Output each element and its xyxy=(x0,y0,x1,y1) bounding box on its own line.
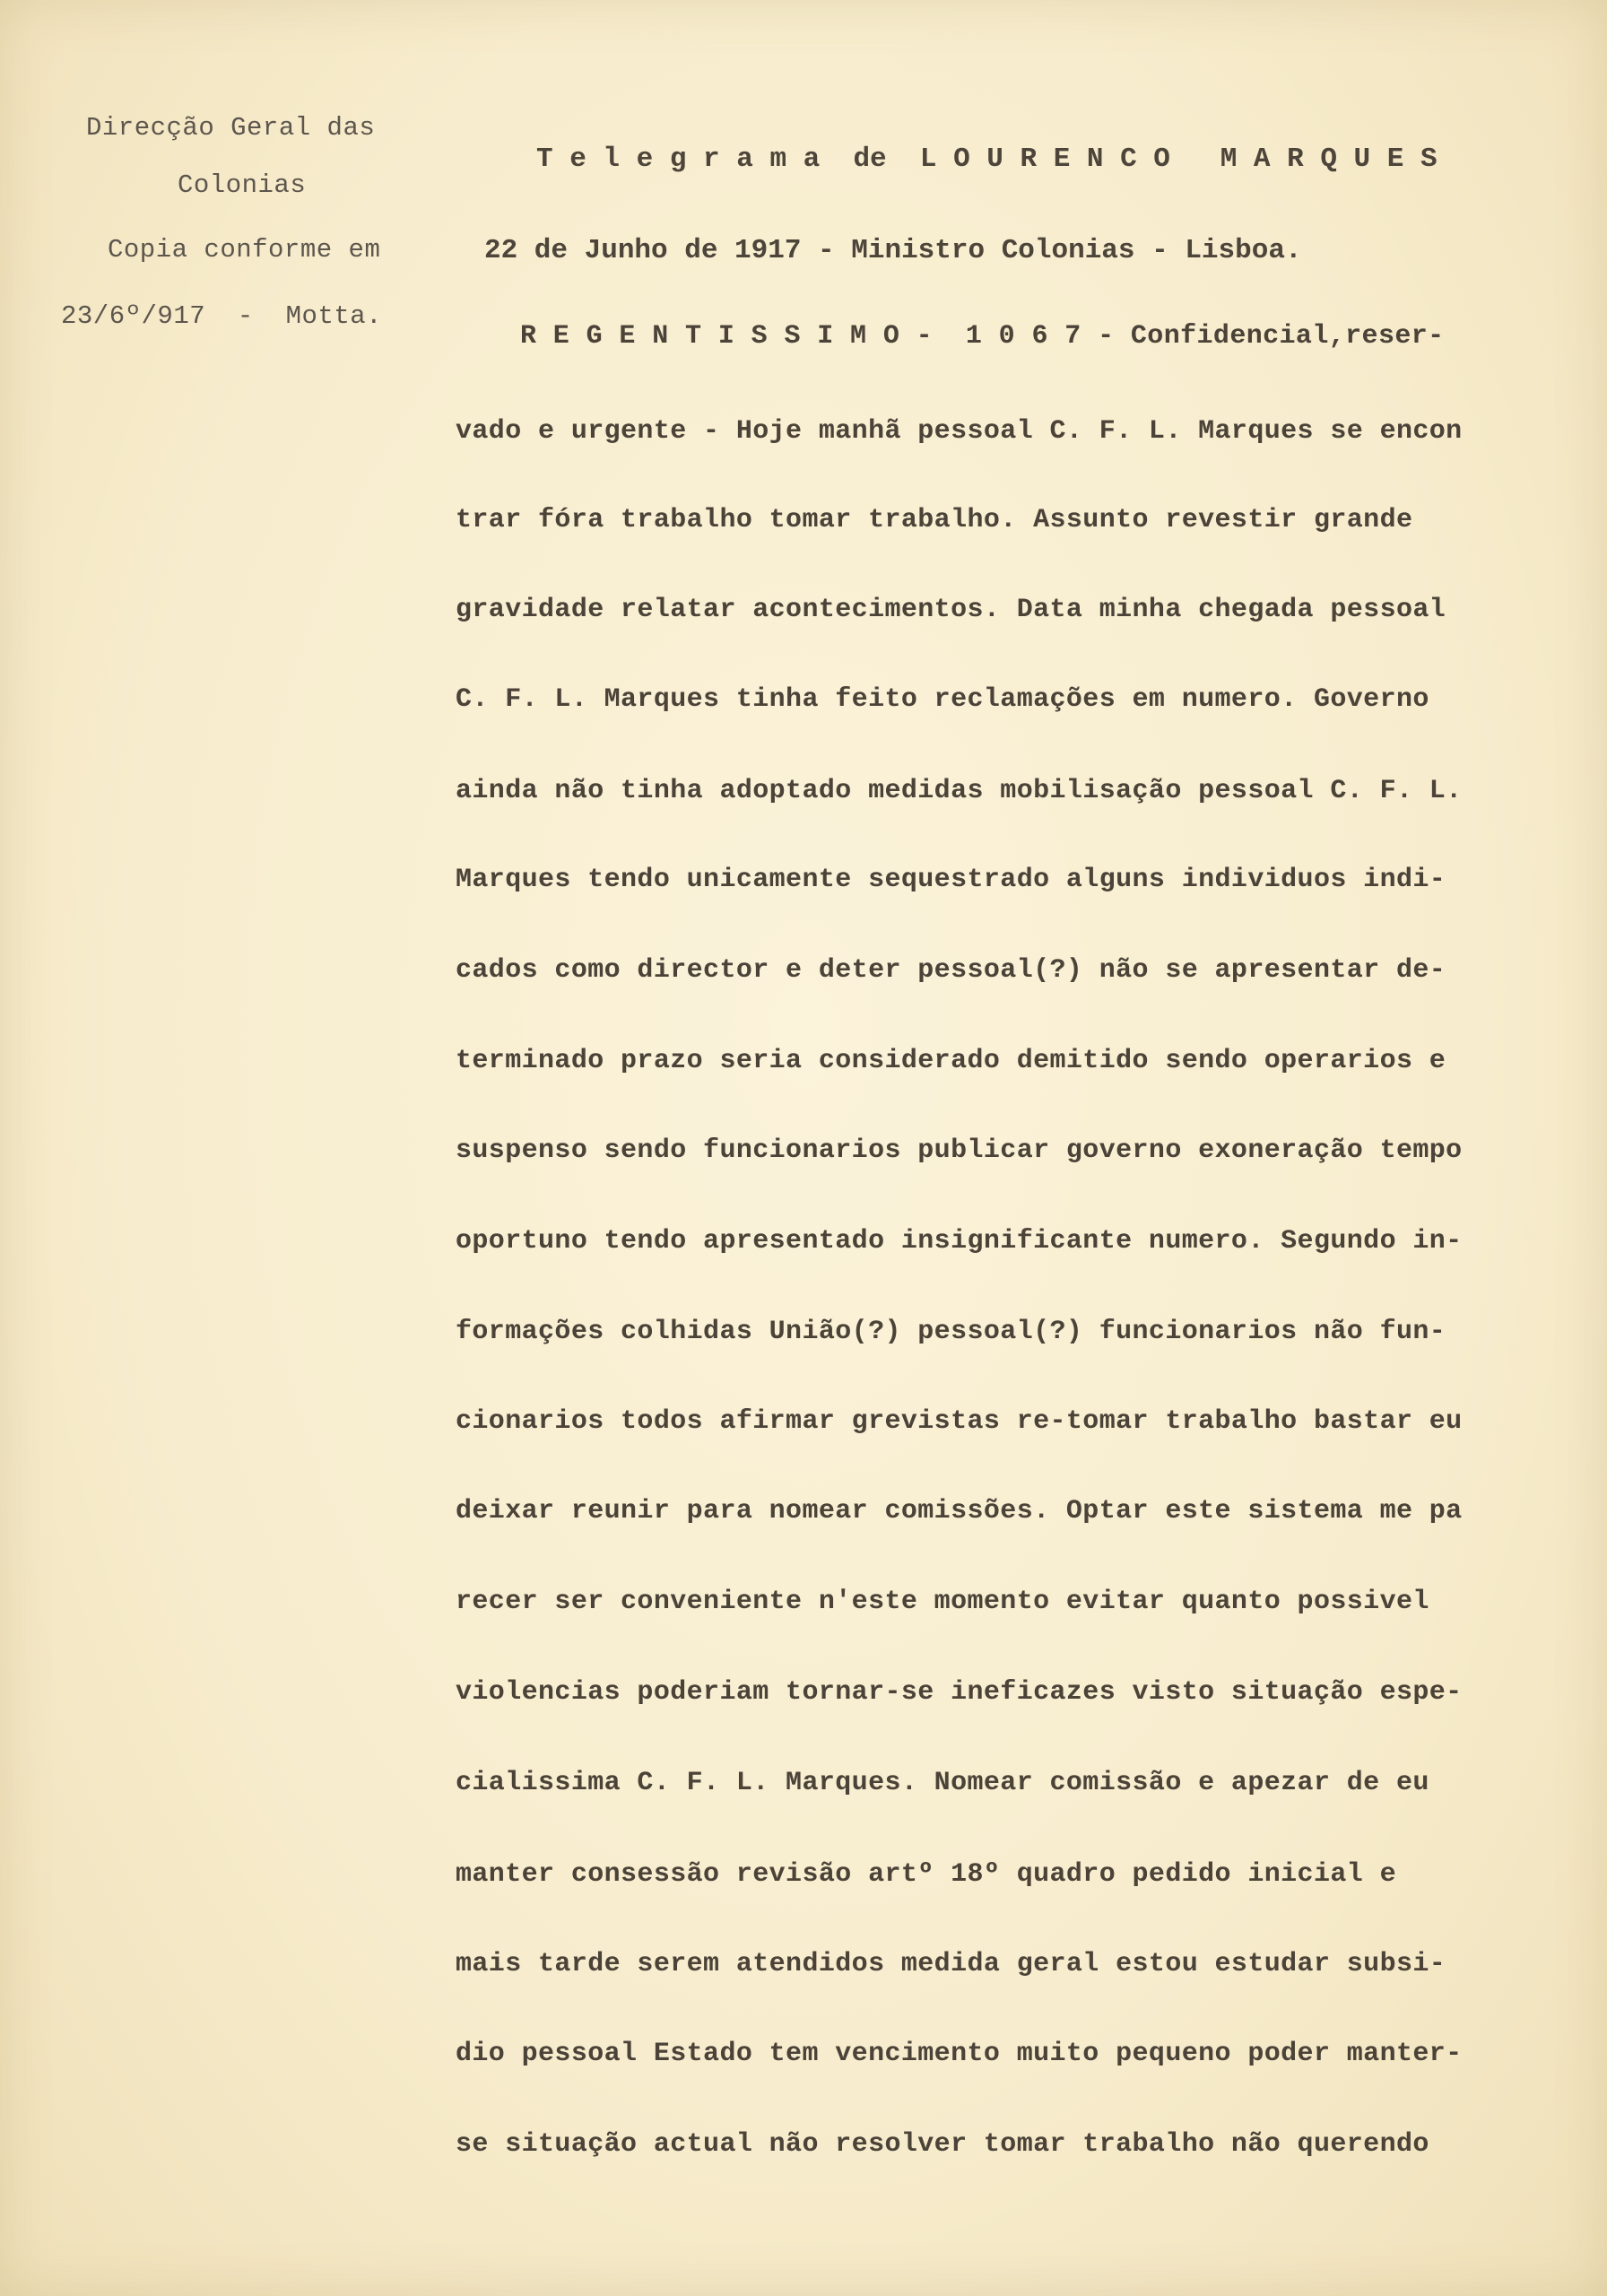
body-line-18: manter consessão revisão artº 18º quadro pedido inicial e xyxy=(456,1859,1396,1890)
body-line-13: cionarios todos afirmar grevistas re-tomar trabalho bastar eu xyxy=(456,1406,1463,1437)
telegram-title: T e l e g r a m a de L O U R E N C O M A R Q U E S xyxy=(536,144,1438,175)
body-line-9: terminado prazo seria considerado demitido sendo operarios e xyxy=(456,1046,1446,1076)
body-line-19: mais tarde serem atendidos medida geral estou estudar subsi- xyxy=(456,1949,1446,1979)
body-line-11: oportuno tendo apresentado insignificante numero. Segundo in- xyxy=(456,1226,1463,1257)
body-line-17: cialissima C. F. L. Marques. Nomear comissão e apezar de eu xyxy=(456,1768,1429,1798)
body-line-14: deixar reunir para nomear comissões. Optar este sistema me pa xyxy=(456,1496,1463,1526)
body-line-15: recer ser conveniente n'este momento evitar quanto possivel xyxy=(456,1587,1429,1617)
telegram-dateline: 22 de Junho de 1917 - Ministro Colonias - Lisboa. xyxy=(484,235,1302,266)
body-line-16: violencias poderiam tornar-se ineficazes visto situação espe- xyxy=(456,1677,1463,1708)
body-line-21: se situação actual não resolver tomar trabalho não querendo xyxy=(456,2129,1429,2160)
margin-note-line-2: Colonias xyxy=(178,170,307,200)
body-line-3: trar fóra trabalho tomar trabalho. Assunto revestir grande xyxy=(456,505,1413,535)
margin-note-line-1: Direcção Geral das xyxy=(86,113,376,143)
body-line-20: dio pessoal Estado tem vencimento muito pequeno poder manter- xyxy=(456,2039,1463,2069)
body-line-1: R E G E N T I S S I M O - 1 0 6 7 - Confidencial,reser- xyxy=(520,321,1445,352)
body-line-2: vado e urgente - Hoje manhã pessoal C. F. L. Marques se encon xyxy=(456,416,1463,447)
margin-note-line-4: 23/6º/917 - Motta. xyxy=(61,301,383,331)
margin-note-line-3: Copia conforme em xyxy=(108,235,381,265)
body-line-12: formações colhidas União(?) pessoal(?) funcionarios não fun- xyxy=(456,1317,1446,1347)
body-line-5: C. F. L. Marques tinha feito reclamações em numero. Governo xyxy=(456,684,1429,715)
body-line-7: Marques tendo unicamente sequestrado alguns individuos indi- xyxy=(456,865,1446,895)
body-line-8: cados como director e deter pessoal(?) não se apresentar de- xyxy=(456,955,1446,986)
body-line-6: ainda não tinha adoptado medidas mobilisação pessoal C. F. L. xyxy=(456,776,1463,806)
body-line-4: gravidade relatar acontecimentos. Data minha chegada pessoal xyxy=(456,595,1446,625)
body-line-10: suspenso sendo funcionarios publicar governo exoneração tempo xyxy=(456,1135,1463,1166)
